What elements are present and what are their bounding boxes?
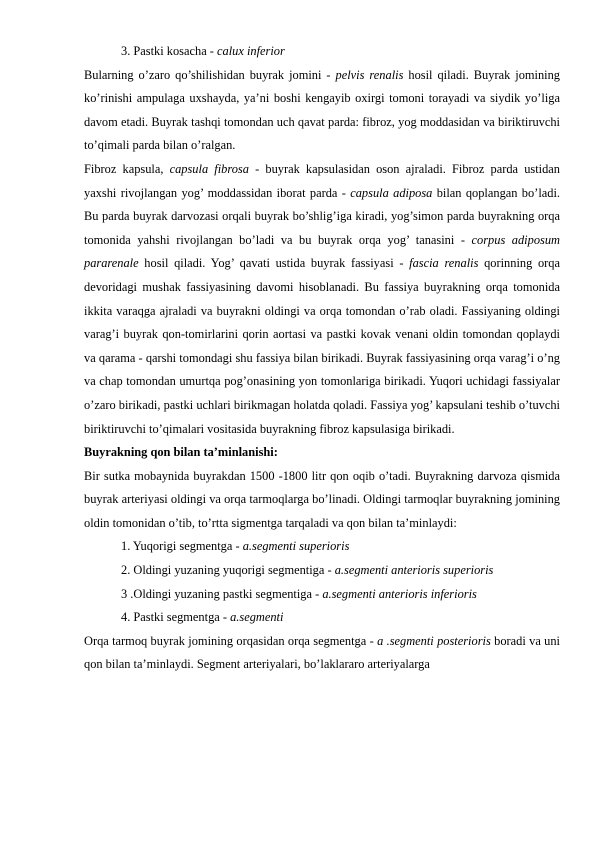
paragraph-text: hosil qiladi. Buyrak jomining ko’rinishi ampulaga uxshayda, ya’ni boshi kengayib oxirgi tomoni torayadi va siydik yo’liga davom etadi. Buyrak tashqi tomondan uch qavat parda: fibroz, yog moddasidan va biriktiruvchi to’qimali parda bilan o’ralgan.	[84, 67, 560, 153]
latin-term: a.segmenti anterioris inferioris	[322, 586, 477, 601]
latin-term: a.segmenti superioris	[242, 539, 350, 554]
list-item-segment-3	[84, 583, 560, 607]
paragraph-fibrous-capsule	[84, 158, 560, 441]
paragraph-pelvis-renalis	[84, 64, 560, 158]
list-item-text: 1. Yuqorigi segmentga -	[121, 539, 243, 554]
paragraph-text: hosil qiladi. Yog’ qavati ustida buyrak fassiyasi -	[138, 256, 410, 271]
latin-term: corpus adiposum pararenale	[84, 232, 560, 271]
section-heading: Buyrakning qon bilan ta’minlanishi:	[84, 445, 278, 460]
list-item-text: 3 .Oldingi yuzaning pastki segmentiga -	[121, 586, 323, 601]
list-item-text: 4. Pastki segmentga -	[121, 610, 231, 625]
latin-term: a .segmenti posterioris	[377, 633, 491, 648]
latin-term: fascia renalis	[409, 256, 479, 271]
list-item-text: 3. Pastki kosacha -	[121, 44, 218, 58]
list-item-segment-2	[84, 559, 560, 583]
paragraph-blood-supply: Bir sutka mobaynida buyrakdan 1500 -1800 litr qon oqib o’tadi. Buyrakning darvoza qismida buyrak arteriyasi oldingi va orqa tarmoqlarga bo’linadi. Oldingi tarmoqlar buyrakning jomining oldin tomonidan o’tib, to’rtta sigmentga tarqaladi va qon bilan ta’minlaydi:	[84, 468, 560, 530]
paragraph-text: boradi va uni qon bilan ta’minlaydi. Segment arteriyalari, bo’laklararo arteriyalarga	[84, 633, 561, 672]
latin-term: a.segmenti anterioris superioris	[334, 563, 494, 578]
latin-term: a.segmenti	[230, 610, 284, 625]
latin-term: calux inferior	[217, 44, 285, 58]
paragraph-text: - buyrak kapsulasidan oson ajraladi. Fibroz parda ustidan yaxshi rivojlangan yog’ moddassidan iborat parda -	[84, 161, 560, 200]
list-item-segment-4	[84, 606, 560, 630]
paragraph-text: Orqa tarmoq buyrak jomining orqasidan orqa segmentga -	[84, 633, 378, 648]
paragraph-posterior-branch	[84, 630, 560, 677]
paragraph-text: bilan qoplangan bo’ladi. Bu parda buyrak darvozasi orqali buyrak bo’shlig’iga kiradi, yog’simon parda buyrakning orqa tomonida yahshi rivojlangan bo’ladi va bu buyrak orqa yog’ tanasini -	[84, 185, 560, 247]
list-item-segment-1	[84, 535, 560, 559]
paragraph-text: qorinning orqa devoridagi mushak fassiyasining davomi hisoblanadi. Bu fassiya buyrakning orqa tomonida ikkita varaqga ajraladi va buyrakni oldingi va orqa tomondan o’rab oladi. Fassiyaning oldingi varag’i buyrak qon-tomirlarini qorin aortasi va pastki kovak venani oldin tomondan qoplaydi va qarama - qarshi tomondagi shu fassiya bilan birikadi. Buyrak fassiyasining orqa varag’i o’ng va chap tomondan umurtqa pog’onasining yon tomonlariga birikadi. Yuqori uchidagi fassiyalar o’zaro birikadi, pastki uchlari birikmagan holatda qoladi. Fassiya yog’ kapsulani teshib o’tuvchi biriktiruvchi to’qimalari vositasida buyrakning fibroz kapsulasiga birikadi.	[84, 256, 560, 436]
latin-term: capsula adiposa	[350, 185, 433, 200]
document-page	[84, 40, 560, 677]
list-item-calux-inferior	[84, 40, 560, 64]
paragraph-text: Bularning o’zaro qo’shilishidan buyrak jomini -	[84, 67, 336, 82]
paragraph-text: Fibroz kapsula,	[84, 161, 170, 176]
latin-term: capsula fibrosa	[169, 161, 249, 176]
list-item-text: 2. Oldingi yuzaning yuqorigi segmentiga -	[121, 563, 335, 578]
latin-term: pelvis renalis	[335, 67, 404, 82]
